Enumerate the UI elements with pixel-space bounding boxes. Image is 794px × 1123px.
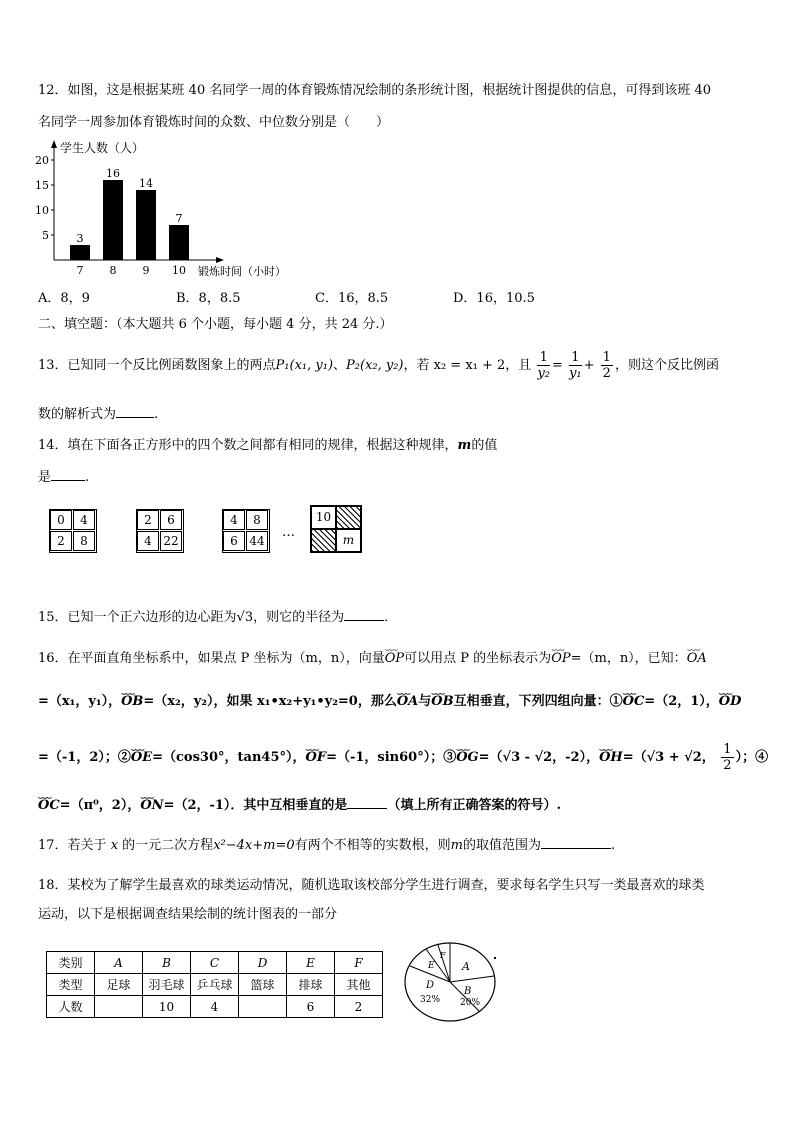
x-tick-label: 10 bbox=[172, 264, 186, 277]
q12-option-a: A．8，9 bbox=[38, 291, 90, 306]
x-axis-label: 锻炼时间（小时） bbox=[198, 265, 286, 278]
q14-line1: 14．填在下面各正方形中的四个数之间都有相同的规律，根据这种规律，m的值 bbox=[38, 438, 498, 453]
x-tick-label: 7 bbox=[76, 264, 84, 277]
q12-option-b: B．8，8.5 bbox=[176, 291, 241, 306]
q18-line2: 运动，以下是根据调查结果绘制的统计图表的一部分 bbox=[38, 907, 338, 922]
pie-label-b-pct: 20% bbox=[460, 998, 481, 1008]
pie-chart bbox=[402, 938, 502, 1026]
ellipsis: … bbox=[282, 525, 295, 540]
bar-chart bbox=[30, 138, 310, 283]
number-square-3: 4 8 6 44 bbox=[222, 509, 270, 553]
q12-option-d: D．16，10.5 bbox=[453, 291, 535, 306]
y-tick-label: 15 bbox=[35, 179, 49, 192]
table-row: 人数 10 4 6 2 bbox=[47, 996, 383, 1018]
y-tick-label: 20 bbox=[35, 154, 49, 167]
table-row: 类型 足球 羽毛球 乒乓球 篮球 排球 其他 bbox=[47, 974, 383, 996]
y-tick-label: 10 bbox=[35, 204, 49, 217]
pie-label-f: F bbox=[440, 951, 446, 960]
pie-label-e: E bbox=[428, 961, 435, 971]
number-square-1: 0 4 2 8 bbox=[49, 509, 97, 553]
pie-label-a: A bbox=[462, 960, 470, 973]
q14-line2: 是 . bbox=[38, 470, 90, 485]
survey-table bbox=[46, 951, 383, 1018]
q12-line1: 12．如图，这是根据某班 40 名同学一周的体育锻炼情况绘制的条形统计图，根据统计图提供的信息，可得到该班 40 bbox=[38, 83, 712, 98]
number-square-4: 10 m bbox=[310, 505, 362, 553]
section-heading: 二、填空题：（本大题共 6 个小题，每小题 4 分，共 24 分.） bbox=[38, 317, 393, 332]
table-row: 类别 A B C D E F bbox=[47, 952, 383, 974]
q16-line3: =（-1，2）；②⌣⌣⌣ OE=（cos30°，tan45°），⌣⌣⌣ OF=（-1，sin60°）；③⌣⌣⌣ OG=（√3 - √2，-2），⌣⌣⌣ OH=（√3 + √2， $\frac{1}{2}$ ）；④ bbox=[38, 742, 768, 773]
bar-value-label: 16 bbox=[106, 167, 120, 180]
pie-label-b: B bbox=[464, 986, 472, 997]
bar-value-label: 7 bbox=[175, 212, 183, 225]
pie-label-d-pct: 32% bbox=[420, 995, 441, 1005]
bar bbox=[70, 245, 90, 260]
q15-line: 15．已知一个正六边形的边心距为√3，则它的半径为 ． bbox=[38, 610, 398, 625]
q17-line: 17．若关于 x 的一元二次方程x²−4x+m=0有两个不相等的实数根，则m的取值范围为 . bbox=[38, 838, 616, 853]
q16-line2: =（x₁，y₁），⌣⌣⌣ OB=（x₂，y₂），如果 x₁•x₂+y₁•y₂=0，那么⌣⌣⌣ OA与⌣⌣⌣ OB互相垂直，下列四组向量：①⌣⌣⌣ OC=（2，1），⌣⌣⌣ OD bbox=[38, 693, 741, 711]
q16-line1: 16．在平面直角坐标系中，如果点 P 坐标为（m，n），向量⌣⌣⌣ OP可以用点 P 的坐标表示为⌣⌣⌣ OP=（m，n），已知：⌣⌣⌣ OA bbox=[38, 650, 707, 668]
bar bbox=[136, 190, 156, 260]
y-tick-label: 5 bbox=[42, 229, 49, 242]
q12-option-c: C．16，8.5 bbox=[315, 291, 389, 306]
q13-line2: 数的解析式为 . bbox=[38, 407, 159, 422]
q18-line1: 18．某校为了解学生最喜欢的球类运动情况，随机选取该校部分学生进行调查，要求每名学生只写一类最喜欢的球类 bbox=[38, 878, 705, 893]
q13-line1: 13．已知同一个反比例函数图象上的两点P₁(x₁, y₁)、P₂(x₂, y₂)，若 x₂ = x₁ + 2，且 $\frac{1}{\text{y₂}}$ = $\frac{1}{\text{y₁}}$ + $\frac{1}{2}$ ，则这个反比例函 bbox=[38, 350, 719, 381]
y-axis-label: 学生人数（人） bbox=[60, 141, 145, 155]
bar bbox=[103, 180, 123, 260]
x-tick-label: 8 bbox=[109, 264, 117, 277]
bar-value-label: 3 bbox=[76, 232, 84, 245]
q12-line2: 名同学一周参加体育锻炼时间的众数、中位数分别是（ ） bbox=[38, 115, 390, 130]
x-tick-label: 9 bbox=[142, 264, 150, 277]
number-square-2: 2 6 4 22 bbox=[136, 509, 184, 553]
bar bbox=[169, 225, 189, 260]
q16-line4: ⌣⌣⌣ OC=（π⁰，2），⌣⌣⌣ ON=（2，-1）．其中互相垂直的是 （填上所有正确答案的符号）. bbox=[38, 796, 561, 815]
pie-label-d: D bbox=[426, 980, 435, 991]
bar-value-label: 14 bbox=[139, 177, 153, 190]
